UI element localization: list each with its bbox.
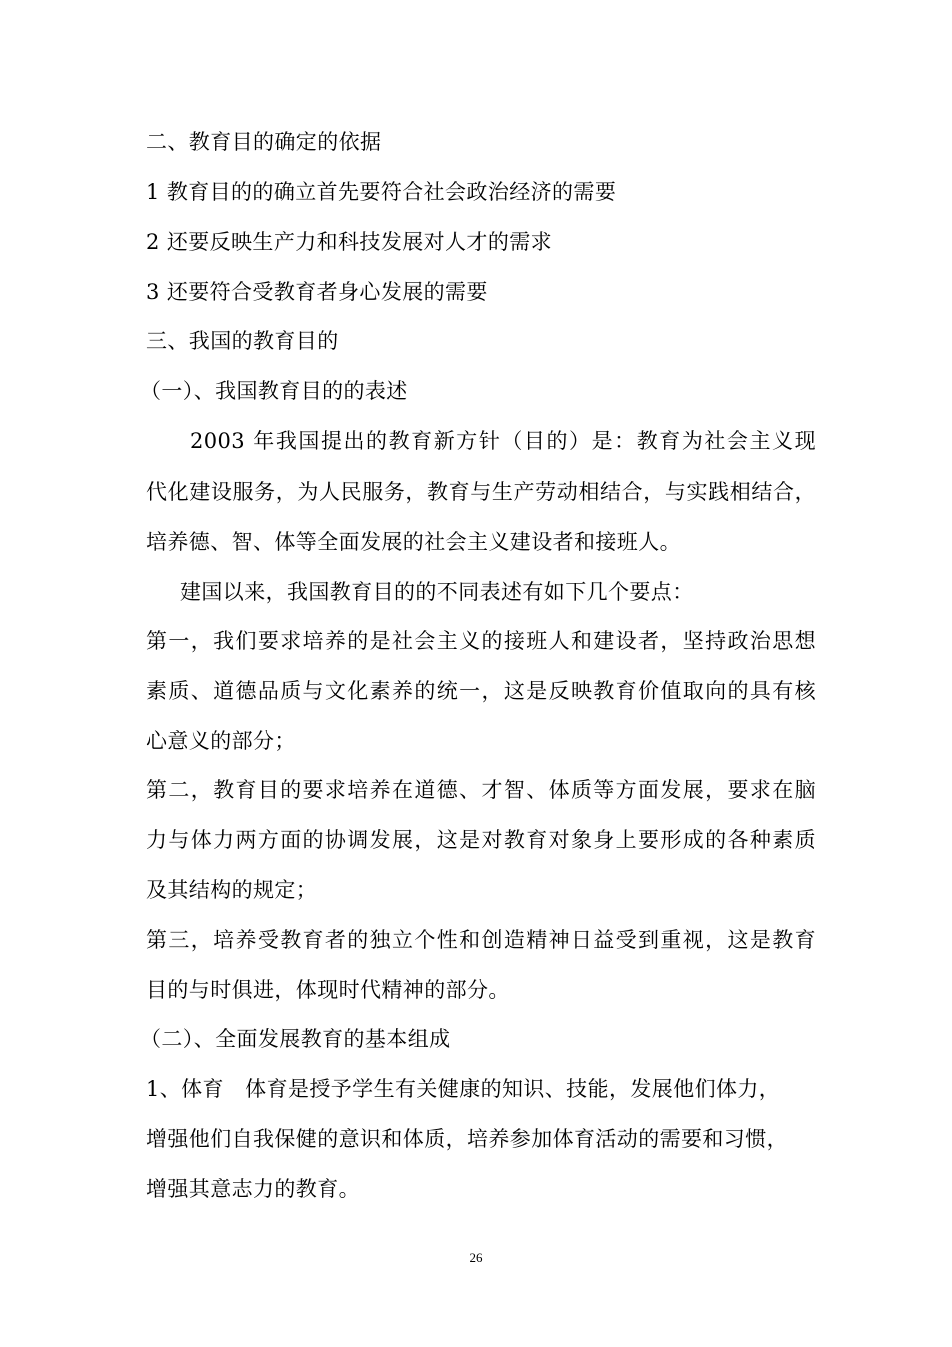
paragraph-line: 2003 年我国提出的教育新方针（目的）是：教育为社会主义现 xyxy=(190,429,816,453)
paragraph-line: 增强他们自我保健的意识和体质，培养参加体育活动的需要和习惯， xyxy=(146,1127,788,1151)
paragraph-line: 增强其意志力的教育。 xyxy=(146,1177,360,1201)
list-item-3: 3 还要符合受教育者身心发展的需要 xyxy=(146,280,488,304)
paragraph-line: 培养德、智、体等全面发展的社会主义建设者和接班人。 xyxy=(146,530,681,554)
paragraph-line: 代化建设服务，为人民服务，教育与生产劳动相结合，与实践相结合， xyxy=(146,480,816,504)
page-number: 26 xyxy=(469,1250,483,1265)
paragraph-line: 第一，我们要求培养的是社会主义的接班人和建设者，坚持政治思想 xyxy=(146,629,816,653)
paragraph-line: 第二，教育目的要求培养在道德、才智、体质等方面发展，要求在脑 xyxy=(146,778,816,802)
list-item-2: 2 还要反映生产力和科技发展对人才的需求 xyxy=(146,230,553,254)
list-item-1: 1 教育目的的确立首先要符合社会政治经济的需要 xyxy=(146,180,617,204)
paragraph-line: 及其结构的规定； xyxy=(146,878,318,902)
subsection-heading-components: （二）、全面发展教育的基本组成 xyxy=(140,1027,451,1051)
section-heading-basis: 二、教育目的确定的依据 xyxy=(146,130,382,154)
paragraph-line: 目的与时俱进，体现时代精神的部分。 xyxy=(146,978,510,1002)
paragraph-line: 素质、道德品质与文化素养的统一，这是反映教育价值取向的具有核 xyxy=(146,679,816,703)
section-heading-national-aims: 三、我国的教育目的 xyxy=(146,329,339,353)
subsection-heading-statement: （一）、我国教育目的的表述 xyxy=(140,379,408,403)
paragraph-line: 力与体力两方面的协调发展，这是对教育对象身上要形成的各种素质 xyxy=(146,828,816,852)
paragraph-line: 第三，培养受教育者的独立个性和创造精神日益受到重视，这是教育 xyxy=(146,928,816,952)
paragraph-line: 建国以来，我国教育目的的不同表述有如下几个要点： xyxy=(180,580,694,604)
paragraph-line: 心意义的部分； xyxy=(146,729,296,753)
paragraph-line: 1、体育 体育是授予学生有关健康的知识、技能，发展他们体力， xyxy=(146,1077,781,1101)
